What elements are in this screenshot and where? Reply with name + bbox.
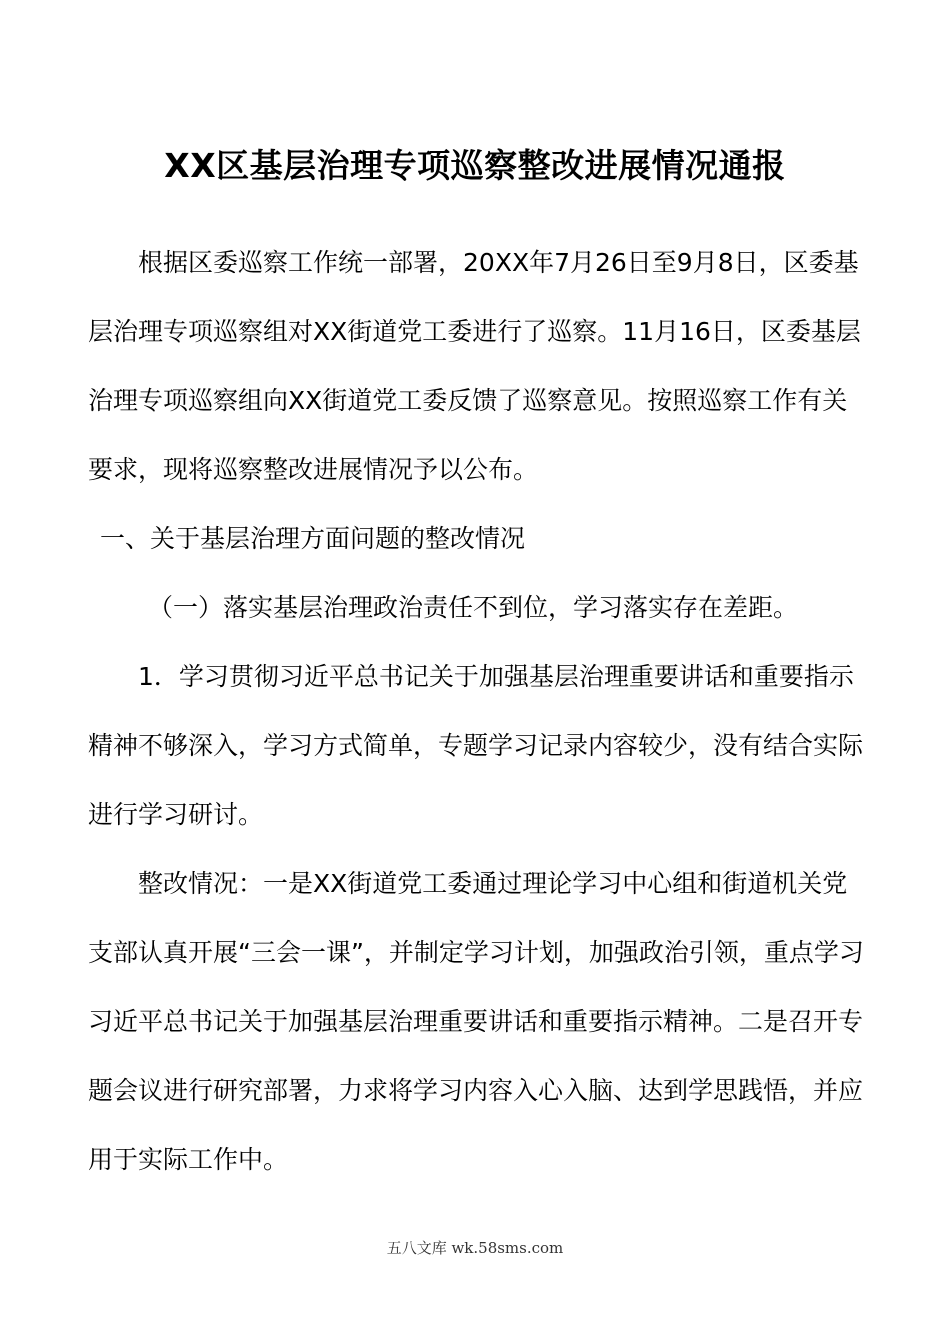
subsection-heading: （一）落实基层治理政治责任不到位，学习落实存在差距。 <box>148 593 799 622</box>
document-title: XX区基层治理专项巡察整改进展情况通报 <box>164 146 786 185</box>
item-1-paragraph: 1．学习贯彻习近平总书记关于加强基层治理重要讲话和重要指示精神不够深入，学习方式简单，专题学习记录内容较少，没有结合实际进行学习研讨。 <box>88 662 864 829</box>
rectification-paragraph: 整改情况：一是XX街道党工委通过理论学习中心组和街道机关党支部认真开展“三会一课”，并制定学习计划，加强政治引领，重点学习习近平总书记关于加强基层治理重要讲话和重要指示精神。二是召开专题会议进行研究部署，力求将学习内容入心入脑、达到学思践悟，并应用于实际工作中。 <box>88 869 864 1174</box>
intro-paragraph: 根据区委巡察工作统一部署，20XX年7月26日至9月8日，区委基层治理专项巡察组对XX街道党工委进行了巡察。11月16日，区委基层治理专项巡察组向XX街道党工委反馈了巡察意见。按照巡察工作有关要求，现将巡察整改进展情况予以公布。 <box>88 248 861 484</box>
section-heading: 一、关于基层治理方面问题的整改情况 <box>100 524 526 553</box>
footer-watermark: 五八文库 wk.58sms.com <box>386 1239 564 1257</box>
